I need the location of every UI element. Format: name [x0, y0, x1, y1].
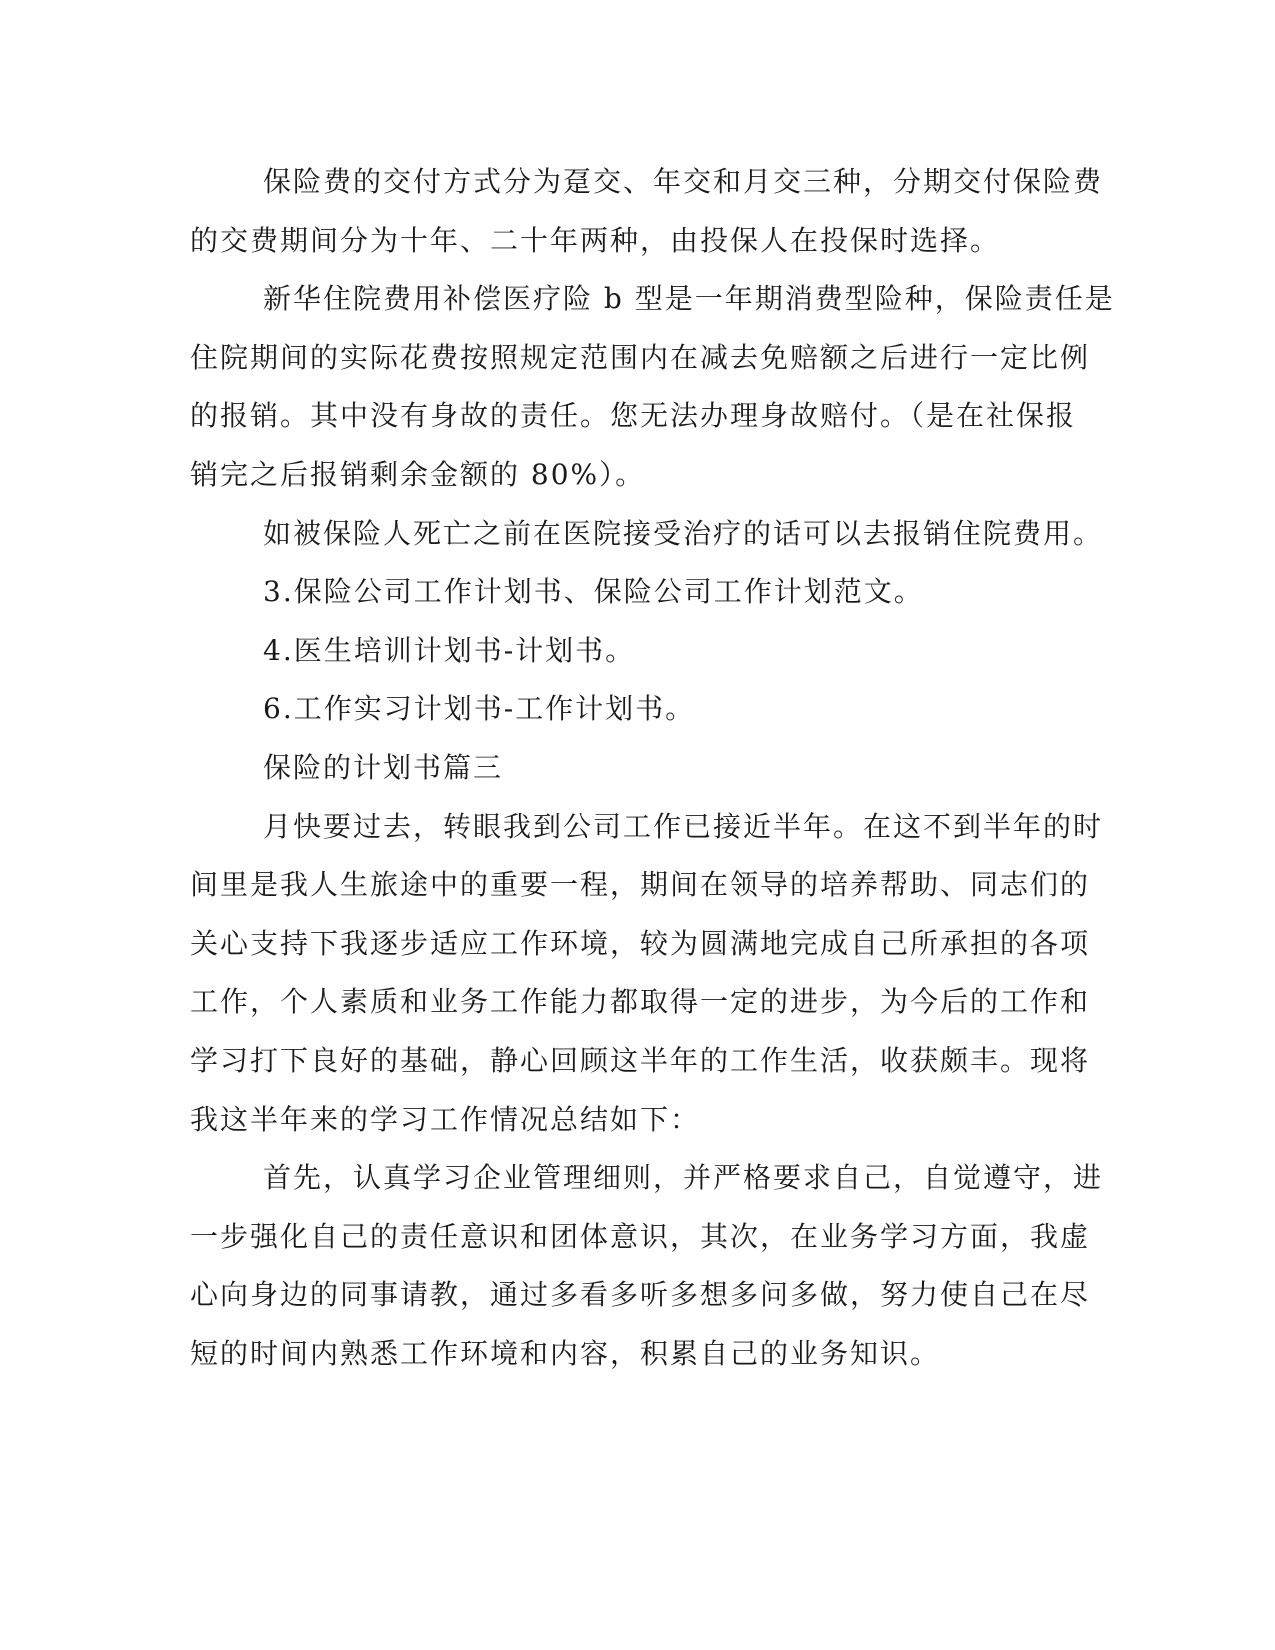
text-line: 月快要过去，转眼我到公司工作已接近半年。在这不到半年的时 — [263, 810, 1104, 843]
text-line: 关心支持下我逐步适应工作环境，较为圆满地完成自己所承担的各项 — [190, 927, 1091, 960]
text-line: 工作，个人素质和业务工作能力都取得一定的进步，为今后的工作和 — [190, 985, 1091, 1018]
text-line: 学习打下良好的基础，静心回顾这半年的工作生活，收获颇丰。现将 — [190, 1044, 1091, 1077]
text-line: 的交费期间分为十年、二十年两种，由投保人在投保时选择。 — [190, 224, 1001, 257]
text-line: 住院期间的实际花费按照规定范围内在减去免赔额之后进行一定比例 — [190, 341, 1091, 374]
text-line: 保险费的交付方式分为趸交、年交和月交三种，分期交付保险费 — [263, 165, 1104, 198]
text-line: 4.医生培训计划书-计划书。 — [263, 634, 636, 667]
text-line: 间里是我人生旅途中的重要一程，期间在领导的培养帮助、同志们的 — [190, 868, 1091, 901]
text-line: 心向身边的同事请教，通过多看多听多想多问多做，努力使自己在尽 — [190, 1278, 1091, 1311]
text-line: 销完之后报销剩余金额的 80%）。 — [190, 458, 646, 491]
text-line: 首先，认真学习企业管理细则，并严格要求自己，自觉遵守，进 — [263, 1161, 1104, 1194]
section-heading: 保险的计划书篇三 — [263, 751, 504, 784]
text-line: 6.工作实习计划书-工作计划书。 — [263, 692, 696, 725]
text-line: 一步强化自己的责任意识和团体意识，其次，在业务学习方面，我虚 — [190, 1220, 1091, 1253]
text-line: 短的时间内熟悉工作环境和内容，积累自己的业务知识。 — [190, 1337, 941, 1370]
text-line: 如被保险人死亡之前在医院接受治疗的话可以去报销住院费用。 — [263, 517, 1104, 550]
text-line: 新华住院费用补偿医疗险 b 型是一年期消费型险种，保险责任是 — [263, 282, 1115, 315]
text-line: 的报销。其中没有身故的责任。您无法办理身故赔付。（是在社保报 — [190, 399, 1077, 432]
text-line: 3.保险公司工作计划书、保险公司工作计划范文。 — [263, 575, 924, 608]
text-line: 我这半年来的学习工作情况总结如下： — [190, 1103, 701, 1136]
